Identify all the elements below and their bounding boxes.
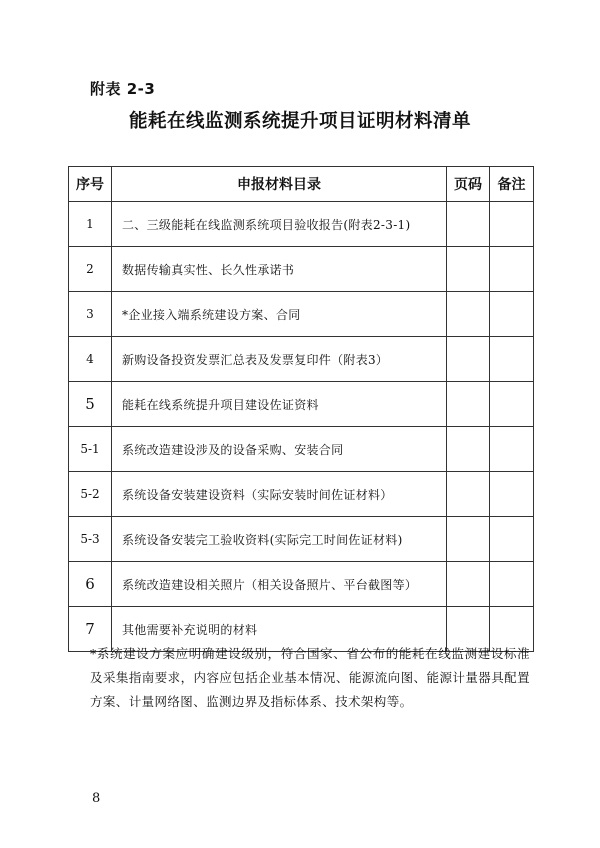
row-number: 5 xyxy=(69,382,112,427)
row-number: 2 xyxy=(69,247,112,292)
row-item: 数据传输真实性、长久性承诺书 xyxy=(112,247,447,292)
table-row xyxy=(69,247,534,292)
row-page xyxy=(447,337,490,382)
table-row xyxy=(69,337,534,382)
footnote: *系统建设方案应明确建设级别，符合国家、省公布的能耗在线监测建设标准及采集指南要求，内容应包括企业基本情况、能源流向图、能源计量器具配置方案、计量网络图、监测边界及指标体系、技术架构等。 xyxy=(90,646,530,709)
row-item: 系统改造建设相关照片（相关设备照片、平台截图等） xyxy=(112,562,447,607)
row-page xyxy=(447,202,490,247)
document-title: 能耗在线监测系统提升项目证明材料清单 xyxy=(128,111,471,132)
materials-table xyxy=(68,166,534,652)
row-number: 5-3 xyxy=(69,517,112,562)
row-item: 系统改造建设涉及的设备采购、安装合同 xyxy=(112,427,447,472)
row-page xyxy=(447,382,490,427)
row-item: 系统设备安装建设资料（实际安装时间佐证材料） xyxy=(112,472,447,517)
row-number: 3 xyxy=(69,292,112,337)
row-note xyxy=(490,472,534,517)
page-number: 8 xyxy=(92,791,101,806)
column-header-no: 序号 xyxy=(69,167,112,202)
row-number: 4 xyxy=(69,337,112,382)
row-page xyxy=(447,517,490,562)
row-item: 二、三级能耗在线监测系统项目验收报告(附表2-3-1) xyxy=(112,202,447,247)
row-number: 7 xyxy=(69,607,112,652)
column-header-item: 申报材料目录 xyxy=(112,167,447,202)
row-item: 其他需要补充说明的材料 xyxy=(112,607,447,652)
row-number: 5-1 xyxy=(69,427,112,472)
row-note xyxy=(490,202,534,247)
table-row xyxy=(69,517,534,562)
table-row xyxy=(69,382,534,427)
row-page xyxy=(447,247,490,292)
row-number: 1 xyxy=(69,202,112,247)
table-row xyxy=(69,202,534,247)
table-row xyxy=(69,427,534,472)
column-header-note: 备注 xyxy=(490,167,534,202)
row-item: 系统设备安装完工验收资料(实际完工时间佐证材料) xyxy=(112,517,447,562)
row-page xyxy=(447,427,490,472)
row-note xyxy=(490,562,534,607)
table-row xyxy=(69,292,534,337)
row-note xyxy=(490,247,534,292)
row-note xyxy=(490,337,534,382)
table-row xyxy=(69,472,534,517)
row-page xyxy=(447,472,490,517)
row-page xyxy=(447,292,490,337)
table-row xyxy=(69,562,534,607)
row-note xyxy=(490,517,534,562)
column-header-page: 页码 xyxy=(447,167,490,202)
row-page xyxy=(447,562,490,607)
row-number: 5-2 xyxy=(69,472,112,517)
row-item: 新购设备投资发票汇总表及发票复印件（附表3） xyxy=(112,337,447,382)
row-item: 能耗在线系统提升项目建设佐证资料 xyxy=(112,382,447,427)
row-number: 6 xyxy=(69,562,112,607)
row-item: *企业接入端系统建设方案、合同 xyxy=(112,292,447,337)
row-note xyxy=(490,427,534,472)
table-header-row xyxy=(69,167,534,202)
row-note xyxy=(490,382,534,427)
row-note xyxy=(490,292,534,337)
appendix-label: 附表 2-3 xyxy=(90,80,156,98)
